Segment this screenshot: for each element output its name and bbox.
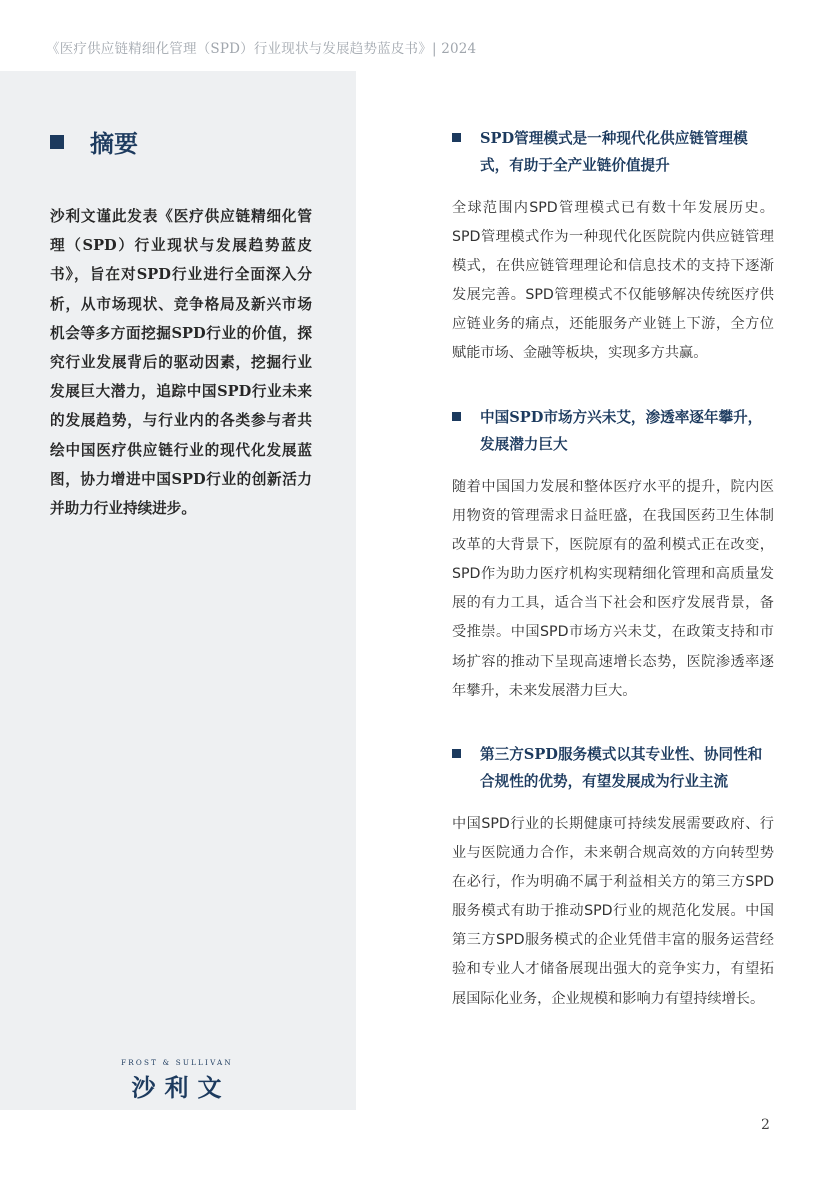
abstract-heading	[50, 124, 138, 159]
section-title	[452, 404, 774, 458]
logo-english-text: FROST & SULLIVAN	[121, 1058, 233, 1067]
frost-sullivan-logo	[112, 1058, 242, 1103]
section-body: 全球范围内SPD管理模式已有数十年发展历史。SPD管理模式作为一种现代化医院院内供应链管理模式，在供应链管理理论和信息技术的支持下逐渐发展完善。SPD管理模式不仅能够解决传统医疗供应链业务的痛点，还能服务产业链上下游，全方位赋能市场、金融等板块，实现多方共赢。	[452, 200, 774, 362]
section-body: 随着中国国力发展和整体医疗水平的提升，院内医用物资的管理需求日益旺盛，在我国医药卫生体制改革的大背景下，医院原有的盈利模式正在改变，SPD作为助力医疗机构实现精细化管理和高质量发展的有力工具，适合当下社会和医疗发展背景，备受推崇。中国SPD市场方兴未艾，在政策支持和市场扩容的推动下呈现高速增长态势，医院渗透率逐年攀升，未来发展潜力巨大。	[452, 479, 774, 699]
section-title-text: 第三方SPD服务模式以其专业性、协同性和合规性的优势，有望发展成为行业主流	[480, 746, 763, 790]
abstract-body: 沙利文谨此发表《医疗供应链精细化管理（SPD）行业现状与发展趋势蓝皮书》，旨在对SPD行业进行全面深入分析，从市场现状、竞争格局及新兴市场机会等多方面挖掘SPD行业的价值，探究行业发展背后的驱动因素，挖掘行业发展巨大潜力，追踪中国SPD行业未来的发展趋势，与行业内的各类参与者共绘中国医疗供应链行业的现代化发展蓝图，协力增进中国SPD行业的创新活力并助力行业持续进步。	[50, 208, 312, 518]
running-header: 《医疗供应链精细化管理（SPD）行业现状与发展趋势蓝皮书》| 2024	[46, 41, 477, 57]
section-title	[452, 741, 774, 795]
section-title-text: SPD管理模式是一种现代化供应链管理模式，有助于全产业链价值提升	[480, 130, 748, 174]
square-bullet-icon	[452, 749, 461, 758]
section-title	[452, 125, 774, 179]
section-title-text: 中国SPD市场方兴未艾，渗透率逐年攀升，发展潜力巨大	[480, 409, 763, 453]
square-bullet-icon	[452, 133, 461, 142]
logo-chinese-text: 沙利文	[131, 1074, 231, 1102]
section-third-party-spd	[452, 741, 774, 1014]
square-bullet-icon	[452, 412, 461, 421]
abstract-title: 摘要	[90, 129, 138, 158]
section-spd-management-model	[452, 125, 774, 369]
section-body: 中国SPD行业的长期健康可持续发展需要政府、行业与医院通力合作，未来朝合规高效的方向转型势在必行，作为明确不属于利益相关方的第三方SPD服务模式有助于推动SPD行业的规范化发展。中国第三方SPD服务模式的企业凭借丰富的服务运营经验和专业人才储备展现出强大的竞争实力，有望拓展国际化业务，企业规模和影响力有望持续增长。	[452, 816, 774, 1007]
page-number: 2	[761, 1117, 770, 1133]
square-bullet-icon	[50, 135, 64, 149]
section-china-spd-market	[452, 404, 774, 706]
